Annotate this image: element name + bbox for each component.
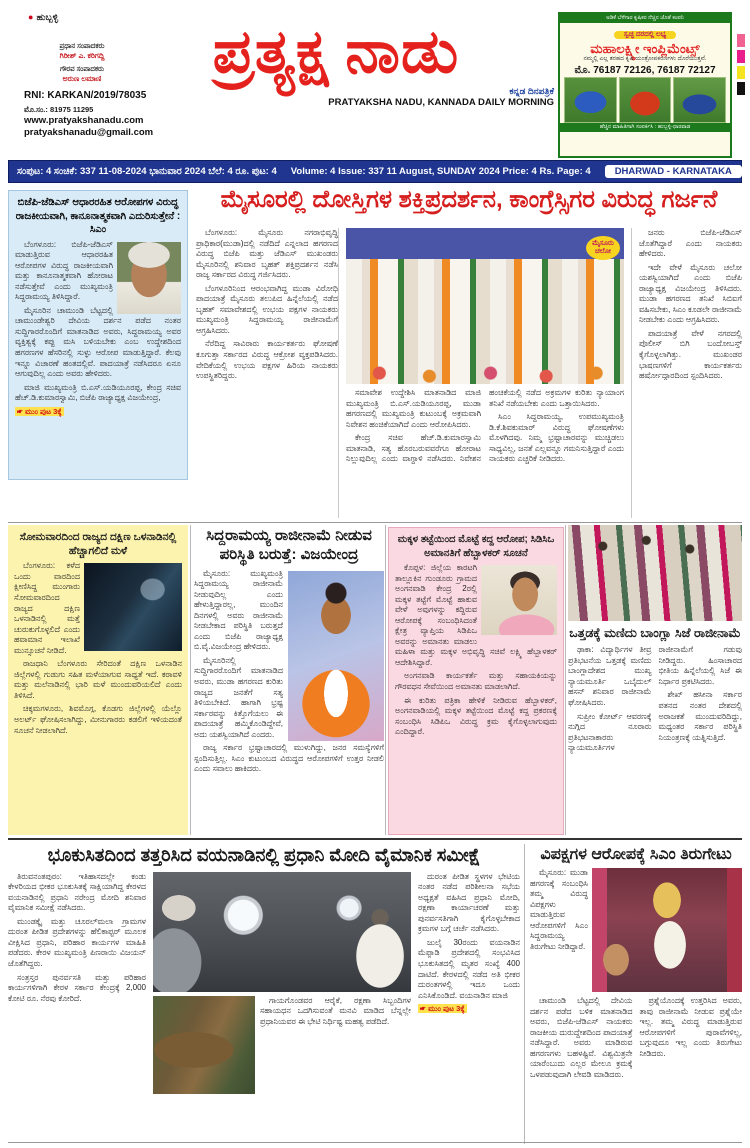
article-headline: ಒತ್ತಡಕ್ಕೆ ಮಣಿದು ಬಾಂಗ್ಲಾ ಸಿಜೆ ರಾಜೀನಾಮೆ	[569, 626, 741, 640]
page-bottom-rule	[8, 1142, 742, 1143]
vijayendra-photo	[288, 571, 384, 741]
lead-headline: ಮೈಸೂರಲ್ಲಿ ದೋಸ್ತಿಗಳ ಶಕ್ತಿಪ್ರದರ್ಶನ, ಕಾಂಗ್ರೆಸ್ಸಿಗರ ವಿರುದ್ಧ ಗರ್ಜನೆ	[220, 186, 718, 213]
color-calibration-bars	[737, 34, 745, 98]
article-body	[15, 240, 181, 418]
paper-subtitle-en: PRATYAKSHA NADU, KANNADA DAILY MORNING	[328, 97, 554, 108]
lead-article-body	[196, 228, 742, 518]
website-link[interactable]: www.pratyakshanadu.com	[24, 115, 144, 126]
column-divider	[385, 525, 386, 835]
ad-title: ಮಹಾಲಕ್ಷ್ಮೀ ಇಂಪ್ಲಿಮೆಂಟ್ಸ್	[590, 40, 700, 56]
lead-column-4: ಜನರು ಬಿಜೆಪಿ-ಜೆಡಿಎಸ್ ಜೊತೆಗಿದ್ದಾರೆ ಎಂದು ನಾಯಕರು ಹೇಳಿದರು. ಇದೇ ವೇಳೆ ಮೈಸೂರು ಚಲೋ ಯಶಸ್ವಿಯಾಗಿದೆ ಎಂದು ಬಿಜೆಪಿ ರಾಜ್ಯಾಧ್ಯಕ್ಷ ವಿಜಯೇಂದ್ರ ತಿಳಿಸಿದರು. ಮುಡಾ ಹಗರಣದ ತನಿಖೆ ಸಿಬಿಐಗೆ ವಹಿಸಬೇಕು, ಸಿಎಂ ಕೂಡಲೇ ರಾಜೀನಾಮೆ ನೀಡಬೇಕು ಎಂದು ಆಗ್ರಹಿಸಿದರು. ಪಾದಯಾತ್ರೆ ವೇಳೆ ನಗರದಲ್ಲಿ ಪೊಲೀಸ್ ಬಿಗಿ ಬಂದೋಬಸ್ತ್ ಕೈಗೊಳ್ಳಲಾಗಿತ್ತು. ಮುಖಂಡರ ಭಾಷಣಗಳಿಗೆ ಕಾರ್ಯಕರ್ತರು ಹರ್ಷೋದ್ಗಾರದಿಂದ ಸ್ಪಂದಿಸಿದರು.	[639, 228, 742, 381]
article-body: ಢಾಕಾ: ವಿದ್ಯಾರ್ಥಿಗಳ ತೀವ್ರ ಪ್ರತಿಭಟನೆಯ ಒತ್ತಡಕ್ಕೆ ಮಣಿದು ಬಾಂಗ್ಲಾದೇಶದ ಮುಖ್ಯ ನ್ಯಾಯಮೂರ್ತಿ ಒಬೈದುಲ್ ಹಸನ್ ಶನಿವಾರ ರಾಜೀನಾಮೆ ಘೋಷಿಸಿದರು. ಸುಪ್ರೀಂ ಕೋರ್ಟ್ ಆವರಣಕ್ಕೆ ನುಗ್ಗಿದ ನೂರಾರು ಪ್ರತಿಭಟನಾಕಾರರು ನ್ಯಾಯಮೂರ್ತಿಗಳ ರಾಜೀನಾಮೆಗೆ ಗಡುವು ನೀಡಿದ್ದರು. ಹಿಂಸಾಚಾರದ ಭೀತಿಯ ಹಿನ್ನೆಲೆಯಲ್ಲಿ ಸಿಜೆ ಈ ನಿರ್ಧಾರ ಪ್ರಕಟಿಸಿದರು. ಶೇಖ್ ಹಸೀನಾ ಸರ್ಕಾರ ಪತನದ ನಂತರ ದೇಶದಲ್ಲಿ ಅರಾಜಕತೆ ಮುಂದುವರಿದಿದ್ದು, ಮಧ್ಯಂತರ ಸರ್ಕಾರ ಪರಿಸ್ಥಿತಿ ನಿಯಂತ್ರಣಕ್ಕೆ ಯತ್ನಿಸುತ್ತಿದೆ.	[568, 645, 742, 753]
lead-middle-columns: ಸಮಾವೇಶ ಉದ್ದೇಶಿಸಿ ಮಾತನಾಡಿದ ಮಾಜಿ ಮುಖ್ಯಮಂತ್ರಿ ಬಿ.ಎಸ್.ಯಡಿಯೂರಪ್ಪ, ಮುಡಾ ಹಗರಣದಲ್ಲಿ ಮುಖ್ಯಮಂತ್ರಿ ಕುಟುಂಬಕ್ಕೆ ಅಕ್ರಮವಾಗಿ ನಿವೇಶನ ಹಂಚಿಕೆಯಾಗಿದೆ ಎಂದು ಆರೋಪಿಸಿದರು. ಕೇಂದ್ರ ಸಚಿವ ಹೆಚ್.ಡಿ.ಕುಮಾರಸ್ವಾಮಿ ಮಾತನಾಡಿ, ಸತ್ಯ ಹೊರಬರುವವರೆಗೂ ಹೋರಾಟ ನಿಲ್ಲುವುದಿಲ್ಲ ಎಂದು ವಾಗ್ದಾಳಿ ನಡೆಸಿದರು. ನಿವೇಶನ ಹಂಚಿಕೆಯಲ್ಲಿ ನಡೆದ ಅಕ್ರಮಗಳ ಕುರಿತು ನ್ಯಾಯಾಂಗ ತನಿಖೆ ನಡೆಯಬೇಕು ಎಂದು ಒತ್ತಾಯಿಸಿದರು. ಸಿಎಂ ಸಿದ್ದರಾಮಯ್ಯ, ಉಪಮುಖ್ಯಮಂತ್ರಿ ಡಿ.ಕೆ.ಶಿವಕುಮಾರ್ ವಿರುದ್ಧ ಘೋಷಣೆಗಳು ಮೊಳಗಿದವು. ನಿಮ್ಮ ಭ್ರಷ್ಟಾಚಾರವನ್ನು ಮುಚ್ಚಿಡಲು ಸಾಧ್ಯವಿಲ್ಲ, ಜನತೆ ಎಲ್ಲವನ್ನೂ ಗಮನಿಸುತ್ತಿದ್ದಾರೆ ಎಂದು ನಾಯಕರು ಎಚ್ಚರಿಕೆ ನೀಡಿದರು.	[346, 388, 624, 464]
staff-role: ಪ್ರಧಾನ ಸಂಪಾದಕರು	[59, 43, 105, 50]
column-divider	[565, 525, 566, 835]
ad-phone: ಮೊ. 76187 72126, 76187 72127	[574, 64, 716, 76]
staff-name: ಗಿರೀಶ್ ಎ. ಕರಿಗದ್ದಿ	[59, 51, 105, 60]
plough-photo	[564, 77, 617, 123]
modi-middle	[153, 872, 411, 1140]
rni-number: RNI: KARKAN/2019/78035	[24, 90, 147, 101]
siddaramaiah-photo	[117, 242, 181, 314]
hebbalkar-photo	[481, 565, 557, 635]
article-cm-counter	[530, 845, 742, 1145]
modi-column-3	[418, 872, 520, 1140]
tiller-photo	[619, 77, 672, 123]
cm-counter-body: ಚಾಮುಂಡಿ ಬೆಟ್ಟದಲ್ಲಿ ದೇವಿಯ ದರ್ಶನ ಪಡೆದ ಬಳಿಕ ಮಾತನಾಡಿದ ಅವರು, ಬಿಜೆಪಿ-ಜೆಡಿಎಸ್ ನಾಯಕರು ರಾಜಕೀಯ ದುರುದ್ದೇಶದಿಂದ ಪಾದಯಾತ್ರೆ ನಡೆಸಿದ್ದಾರೆ. ಅವರು ಮಾಡಿರುವ ಹಗರಣಗಳು ಬಹಳಷ್ಟಿವೆ. ವಿಶ್ವಮಿತ್ರನೇ ಯಾರೆಂಬುದು ಎಲ್ಲರ ಮೇಲೂ ಕ್ರಮಕ್ಕೆ ಒಳಪಡುವುದಾಗಿ ಲೇವಡಿ ಮಾಡಿದರು. ಪ್ರಶ್ನೆಯೊಂದಕ್ಕೆ ಉತ್ತರಿಸಿದ ಅವರು, ತಾವು ರಾಜೀನಾಮೆ ನೀಡುವ ಪ್ರಶ್ನೆಯೇ ಇಲ್ಲ. ತಮ್ಮ ವಿರುದ್ಧ ಮಾಡುತ್ತಿರುವ ಆರೋಪಗಳಿಗೆ ಪುರಾವೆಗಳಿಲ್ಲ, ಬಗ್ಗುವುದೂ ಇಲ್ಲ ಎಂದು ತಿರುಗೇಟು ನೀಡಿದರು.	[530, 996, 742, 1080]
trailer-photo	[673, 77, 726, 123]
ad-ribbon: ಸ್ವಚ್ಛ ದರದಲ್ಲಿ ಲಭ್ಯ	[614, 31, 677, 39]
article-body	[194, 569, 384, 778]
modi-column-1: ತಿರುವನಂತಪುರಂ: ಇತಿಹಾಸದಲ್ಲೇ ಕಂಡು ಕೇಳರಿಯದ ಭೀಕರ ಭೂಕುಸಿತಕ್ಕೆ ಸಾಕ್ಷಿಯಾಗಿದ್ದ ಕೇರಳದ ವಯನಾಡಿನಲ್ಲಿ ಪ್ರಧಾನಿ ನರೇಂದ್ರ ಮೋದಿ ಶನಿವಾರ ವೈಮಾನಿಕ ಸಮೀಕ್ಷೆ ನಡೆಸಿದರು. ಮುಂಡಕ್ಕೈ ಮತ್ತು ಚೂರಲ್‌ಮಲಾ ಗ್ರಾಮಗಳ ದುರಂತ ಪೀಡಿತ ಪ್ರದೇಶಗಳನ್ನು ಹೆಲಿಕಾಪ್ಟರ್ ಮೂಲಕ ವೀಕ್ಷಿಸಿದ ಪ್ರಧಾನಿ, ಪರಿಹಾರ ಕಾರ್ಯಗಳ ಮಾಹಿತಿ ಪಡೆದರು. ಕೇರಳ ಮುಖ್ಯಮಂತ್ರಿ ಪಿಣರಾಯಿ ವಿಜಯನ್ ಜೊತೆಗಿದ್ದರು. ಸಂತ್ರಸ್ತರ ಪುನರ್ವಸತಿ ಮತ್ತು ಪರಿಹಾರ ಕಾರ್ಯಗಳಿಗಾಗಿ ಕೇರಳ ಸರ್ಕಾರ ಕೇಂದ್ರಕ್ಕೆ 2,000 ಕೋಟಿ ರೂ. ನೆರವು ಕೋರಿದೆ.	[8, 871, 146, 1003]
ad-line: ನಮ್ಮಲ್ಲಿ ಎಲ್ಲ ತರಹದ ಕೃಷಿ ಯಂತ್ರೋಪಕರಣಗಳು ದೊರೆಯುತ್ತವೆ.	[583, 56, 707, 63]
advert-mahalakshmi-implements	[558, 12, 732, 158]
temple-event-photo	[592, 868, 742, 992]
paper-title: ಪ್ರತ್ಯಕ್ಷ ನಾಡು	[212, 19, 460, 85]
place-badge: DHARWAD - KARNATAKA	[605, 165, 742, 178]
phone-number: ಮೊ.ಸಂ.: 81975 11295	[24, 105, 94, 114]
article-bangladesh-cj	[568, 525, 742, 837]
modi-middle-text: ಗಾಯಗೊಂಡವರ ಆರೈಕೆ, ರಕ್ಷಣಾ ಸಿಬ್ಬಂದಿಗಳ ಸಹಾಯಧನ ಒದಗಿಸುವಂತೆ ಮನವಿ ಮಾಡಿದ ಬೆನ್ನಲ್ಲೇ ಪ್ರಧಾನಿಯವರ ಈ ಭೇಟಿ ನಿರ್ಧಿಷ್ಟ ಮಹತ್ವ ಪಡೆದಿದೆ.	[260, 995, 411, 1026]
edition-label: ● ಹುಬ್ಬಳ್ಳಿ	[28, 12, 59, 22]
article-headline: ಭೂಕುಸಿತದಿಂದ ತತ್ತರಿಸಿದ ವಯನಾಡಿನಲ್ಲಿ ಪ್ರಧಾನಿ ಮೋದಿ ವೈಮಾನಿಕ ಸಮೀಕ್ಷೆ	[47, 845, 481, 865]
issue-info-kn: ಸಂಪುಟ: 4 ಸಂಚಿಕೆ: 337 11-08-2024 ಭಾನುವಾರ 2024 ಬೆಲೆ: 4 ರೂ. ಪುಟ: 4	[17, 166, 277, 177]
issue-info-en: Volume: 4 Issue: 337 11 August, SUNDAY 2024 Price: 4 Rs. Page: 4	[290, 166, 591, 177]
paper-subtitle-kn: ಕನ್ನಡ ದಿನಪತ್ರಿಕೆ	[509, 86, 554, 96]
protest-photo	[568, 525, 742, 621]
cm-counter-lead: ಮೈಸೂರು: ಮುಡಾ ಹಗರಣಕ್ಕೆ ಸಂಬಂಧಿಸಿ ತಮ್ಮ ವಿರುದ್ಧ ವಿಪಕ್ಷಗಳು ಮಾಡುತ್ತಿರುವ ಆರೋಪಗಳಿಗೆ ಸಿಎಂ ಸಿದ್ದರಾಮಯ್ಯ ತಿರುಗೇಟು ನೀಡಿದ್ದಾರೆ.	[530, 868, 588, 952]
article-vijayendra	[194, 527, 384, 835]
article-body	[14, 561, 182, 739]
continued-marker: ☛ ಮುಂ ಪುಟ 3ಕ್ಕೆ	[17, 406, 62, 416]
staff-name: ಅರುಣ ಲಮಾಣಿ	[62, 74, 102, 83]
ad-product-photos	[560, 77, 730, 123]
article-paragraphs: ಕೊಪ್ಪಳ: ಜಿಲ್ಲೆಯ ಕಾರಟಗಿ ತಾಲ್ಲೂಕಿನ ಗುಂಡೂರು ಗ್ರಾಮದ ಅಂಗನವಾಡಿ ಕೇಂದ್ರ 2ರಲ್ಲಿ ಮಕ್ಕಳ ತಟ್ಟೆಗೆ ಮೊಟ್ಟೆ ಹಾಕುವ ವೇಳೆ ಅವುಗಳನ್ನು ಕದ್ದಿರುವ ಆರೋಪಕ್ಕೆ ಸಂಬಂಧಿಸಿದಂತೆ ಕ್ಷೇತ್ರ ವ್ಯಾಪ್ತಿಯ ಸಿಡಿಪಿಒ ಅವರನ್ನು ಅಮಾನತು ಮಾಡಲು ಮಹಿಳಾ ಮತ್ತು ಮಕ್ಕಳ ಅಭಿವೃದ್ಧಿ ಸಚಿವೆ ಲಕ್ಷ್ಮಿ ಹೆಬ್ಬಾಳಕರ್ ಆದೇಶಿಸಿದ್ದಾರೆ. ಅಂಗನವಾಡಿ ಕಾರ್ಯಕರ್ತೆ ಮತ್ತು ಸಹಾಯಕಿಯನ್ನು ಗೌರವಧನ ಸೇವೆಯಿಂದ ಅಮಾನತು ಮಾಡಲಾಗಿದೆ. ಈ ಕುರಿತು ಪತ್ರಿಕಾ ಹೇಳಿಕೆ ನೀಡಿರುವ ಹೆಬ್ಬಾಳಕರ್, ಅಂಗನವಾಡಿಯಲ್ಲಿ ಮಕ್ಕಳ ತಟ್ಟೆಯಿಂದ ಮೊಟ್ಟೆ ಕದ್ದ ಪ್ರಕರಣಕ್ಕೆ ಸಂಬಂಧಿಸಿ ಸಿಡಿಪಿಒ ವಿರುದ್ಧ ಕ್ರಮ ಕೈಗೊಳ್ಳಲಾಗುವುದು ಎಂದಿದ್ದಾರೆ.	[395, 563, 557, 737]
staff-role: ಗೌರವ ಸಂಪಾದಕರು	[60, 66, 104, 73]
article-body	[395, 563, 557, 741]
article-headline: ಬಿಜೆಪಿ-ಜೆಡಿಎಸ್ ಆಧಾರರಹಿತ ಆರೋಪಗಳ ವಿರುದ್ಧ ರಾಜಕೀಯವಾಗಿ, ಕಾನೂನಾತ್ಮಕವಾಗಿ ಎದುರಿಸುತ್ತೇನೆ : ಸಿಎಂ	[15, 197, 181, 235]
issue-info-bar	[8, 160, 742, 183]
article-egg-theft	[388, 527, 564, 835]
article-headline: ಸೋಮವಾರದಿಂದ ರಾಜ್ಯದ ದಕ್ಷಿಣ ಒಳನಾಡಿನಲ್ಲಿ ಹೆಚ್ಚಾಗಲಿದೆ ಮಳೆ	[19, 531, 177, 558]
article-headline: ಮಕ್ಕಳ ತಟ್ಟೆಯಿಂದ ಮೊಟ್ಟೆ ಕದ್ದ ಆರೋಪ; ಸಿಡಿಸಿಒ ಅಮಾನತಿಗೆ ಹೆಬ್ಬಾಳಕರ್ ಸೂಚನೆ	[397, 534, 555, 559]
article-paragraphs: ಮೈಸೂರು: ಮುಖ್ಯಮಂತ್ರಿ ಸಿದ್ದರಾಮಯ್ಯ ರಾಜೀನಾಮೆ ನೀಡುವುದಿಲ್ಲ ಎಂದು ಹೇಳುತ್ತಿದ್ದಾರಲ್ಲ, ಮುಂದಿನ ದಿನಗಳಲ್ಲಿ ಅವರು ರಾಜೀನಾಮೆ ನೀಡಬೇಕಾದ ಪರಿಸ್ಥಿತಿ ಬರುತ್ತದೆ ಎಂದು ಬಿಜೆಪಿ ರಾಜ್ಯಾಧ್ಯಕ್ಷ ಬಿ.ವೈ.ವಿಜಯೇಂದ್ರ ಹೇಳಿದರು. ಮೈಸೂರಿನಲ್ಲಿ ಸುದ್ದಿಗಾರರೊಂದಿಗೆ ಮಾತನಾಡಿದ ಅವರು, ಮುಡಾ ಹಗರಣದ ಕುರಿತು ರಾಜ್ಯದ ಜನತೆಗೆ ಸತ್ಯ ತಿಳಿಯಬೇಕಿದೆ. ಹಾಗಾಗಿ ಭ್ರಷ್ಟ ಸರ್ಕಾರವನ್ನು ಕಿತ್ತೊಗೆಯಲು ಈ ಪಾದಯಾತ್ರೆ ಹಮ್ಮಿಕೊಂಡಿದ್ದೇವೆ, ಅದು ಯಶಸ್ವಿಯಾಗಿದೆ ಎಂದರು. ರಾಜ್ಯ ಸರ್ಕಾರ ಭ್ರಷ್ಟಾಚಾರದಲ್ಲಿ ಮುಳುಗಿದ್ದು, ಜನರ ಸಮಸ್ಯೆಗಳಿಗೆ ಸ್ಪಂದಿಸುತ್ತಿಲ್ಲ. ಸಿಎಂ ಕುಟುಂಬದ ವಿರುದ್ಧದ ಆರೋಪಗಳಿಗೆ ಉತ್ತರ ನೀಡಲಿ ಎಂದು ಸವಾಲು ಹಾಕಿದರು.	[194, 568, 384, 774]
column-divider	[190, 525, 191, 835]
column-divider	[524, 844, 525, 1144]
landslide-aerial-photo	[153, 996, 255, 1094]
article-paragraphs: ಬೆಂಗಳೂರು: ಕಳೆದ ಒಂದು ವಾರದಿಂದ ಕ್ಷೀಣಿಸಿದ್ದ ಮುಂಗಾರು ಸೋಮವಾರದಿಂದ ರಾಜ್ಯದ ದಕ್ಷಿಣ ಒಳನಾಡಿನಲ್ಲಿ ಮತ್ತೆ ಚುರುಕುಗೊಳ್ಳಲಿದೆ ಎಂದು ಹವಾಮಾನ ಇಲಾಖೆ ಮುನ್ಸೂಚನೆ ನೀಡಿದೆ. ರಾಜಧಾನಿ ಬೆಂಗಳೂರು ಸೇರಿದಂತೆ ದಕ್ಷಿಣ ಒಳನಾಡಿನ ಜಿಲ್ಲೆಗಳಲ್ಲಿ ಗುಡುಗು ಸಹಿತ ಮಳೆಯಾಗುವ ಸಾಧ್ಯತೆ ಇದೆ. ಕರಾವಳಿ ಮತ್ತು ಮಲೆನಾಡಿನಲ್ಲಿ ಭಾರಿ ಮಳೆ ಮುಂದುವರಿಯಲಿದೆ ಎಂದು ತಿಳಿಸಿದೆ. ಚಿಕ್ಕಮಗಳೂರು, ಶಿವಮೊಗ್ಗ, ಕೊಡಗು ಜಿಲ್ಲೆಗಳಲ್ಲಿ ಯೆಲ್ಲೊ ಅಲರ್ಟ್ ಘೋಷಿಸಲಾಗಿದ್ದು, ಮೀನುಗಾರರು ಕಡಲಿಗೆ ಇಳಿಯದಂತೆ ಸೂಚನೆ ನೀಡಲಾಗಿದೆ.	[14, 561, 182, 735]
helicopter-photo	[153, 872, 411, 992]
ad-bottom-strip: ಹೆಚ್ಚಿನ ಮಾಹಿತಿಗಾಗಿ ಸಂಪರ್ಕಿಸಿ : ಹುಬ್ಬಳ್ಳಿ-ಧಾರವಾಡ	[560, 123, 730, 132]
ad-top-strip: ಅಡಿಕೆ ಬೆಳೆಗಾರ ಕೃಷಿಕರ ನೆಚ್ಚಿನ ಜೊತೆ ಕಂಪನಿ	[560, 14, 730, 23]
rally-stage-photo	[346, 228, 624, 384]
edition-dot-icon: ●	[28, 12, 34, 22]
masthead-header	[0, 0, 750, 158]
email-link[interactable]: pratyakshanadu@gmail.com	[24, 127, 154, 139]
article-paragraphs: ಬೆಂಗಳೂರು: ಬಿಜೆಪಿ-ಜೆಡಿಎಸ್ ಮಾಡುತ್ತಿರುವ ಆಧಾರರಹಿತ ಆರೋಪಗಳ ವಿರುದ್ಧ ರಾಜಕೀಯವಾಗಿ ಮತ್ತು ಕಾನೂನಾತ್ಮಕವಾಗಿ ಹೋರಾಟ ನಡೆಸುತ್ತೇವೆ ಎಂದು ಮುಖ್ಯಮಂತ್ರಿ ಸಿದ್ದರಾಮಯ್ಯ ತಿಳಿಸಿದ್ದಾರೆ. ಮೈಸೂರಿನ ಚಾಮುಂಡಿ ಬೆಟ್ಟದಲ್ಲಿ ಚಾಮುಂಡೇಶ್ವರಿ ದೇವಿಯ ದರ್ಶನ ಪಡೆದ ನಂತರ ಸುದ್ದಿಗಾರರೊಂದಿಗೆ ಮಾತನಾಡಿದ ಅವರು, ಸಿದ್ದರಾಮಯ್ಯ ಅವರ ವ್ಯಕ್ತಿತ್ವಕ್ಕೆ ಕಪ್ಪು ಮಸಿ ಬಳಿಯಬೇಕು ಎಂಬ ಉದ್ದೇಶದಿಂದ ಹಗರಣಗಳ ಹೆಸರಿನಲ್ಲಿ ಸುಳ್ಳು ಆರೋಪ ಮಾಡುತ್ತಿದ್ದಾರೆ. ಕೆಲವು ಇನ್ನೂ ವಿಚಾರಣೆ ಹಂತದಲ್ಲಿವೆ. ಪಾದಯಾತ್ರೆ ನಡೆಸಿದರೂ ಏನೂ ಆಗುವುದಿಲ್ಲ ಎಂದು ಅವರು ಹೇಳಿದರು. ಮಾಜಿ ಮುಖ್ಯಮಂತ್ರಿ ಬಿ.ಎಸ್.ಯಡಿಯೂರಪ್ಪ, ಕೇಂದ್ರ ಸಚಿವ ಹೆಚ್.ಡಿ.ಕುಮಾರಸ್ವಾಮಿ, ಬಿಜೆಪಿ ರಾಜ್ಯಾಧ್ಯಕ್ಷ ವಿಜಯೇಂದ್ರ,	[15, 239, 181, 403]
lead-column-1: ಬೆಂಗಳೂರು: ಮೈಸೂರು ನಗರಾಭಿವೃದ್ಧಿ ಪ್ರಾಧಿಕಾರ(ಮುಡಾ)ದಲ್ಲಿ ನಡೆದಿದೆ ಎನ್ನಲಾದ ಹಗರಣದ ವಿರುದ್ಧ ಬಿಜೆಪಿ ಮತ್ತು ಜೆಡಿಎಸ್ ಮುಖಂಡರು ಮೈಸೂರಿನಲ್ಲಿ ಶನಿವಾರ ಬೃಹತ್ ಶಕ್ತಿಪ್ರದರ್ಶನ ನಡೆಸಿ ರಾಜ್ಯ ಸರ್ಕಾರದ ವಿರುದ್ಧ ಗರ್ಜಿಸಿದರು. ಬೆಂಗಳೂರಿನಿಂದ ಆರಂಭವಾಗಿದ್ದ ಮುಡಾ ವಿರೋಧಿ ಪಾದಯಾತ್ರೆ ಮೈಸೂರು ತಲುಪಿದ ಹಿನ್ನೆಲೆಯಲ್ಲಿ ನಡೆದ ಬೃಹತ್ ಸಮಾವೇಶದಲ್ಲಿ ಉಭಯ ಪಕ್ಷಗಳ ನಾಯಕರು ಮುಖ್ಯಮಂತ್ರಿ ಸಿದ್ದರಾಮಯ್ಯ ರಾಜೀನಾಮೆಗೆ ಆಗ್ರಹಿಸಿದರು. ನೆರೆದಿದ್ದ ಸಾವಿರಾರು ಕಾರ್ಯಕರ್ತರು ಘೋಷಣೆ ಕೂಗುತ್ತಾ ಸರ್ಕಾರದ ವಿರುದ್ಧ ಆಕ್ರೋಶ ವ್ಯಕ್ತಪಡಿಸಿದರು. ವೇದಿಕೆಯಲ್ಲಿ ಉಭಯ ಪಕ್ಷಗಳ ಹಿರಿಯ ನಾಯಕರು ಉಪಸ್ಥಿತರಿದ್ದರು.	[196, 228, 338, 381]
bottom-section	[8, 838, 742, 1148]
article-modi-wayanad	[8, 845, 520, 1145]
middle-section	[8, 522, 742, 837]
masthead	[118, 19, 554, 108]
lead-middle	[338, 228, 632, 518]
continued-marker: ☛ ಮುಂ ಪುಟ 3ಕ್ಕೆ	[420, 1004, 465, 1014]
article-cm-statement	[8, 190, 188, 480]
article-headline: ಸಿದ್ದರಾಮಯ್ಯ ರಾಜೀನಾಮೆ ನೀಡುವ ಪರಿಸ್ಥಿತಿ ಬರುತ್ತೆ: ವಿಜಯೇಂದ್ರ	[206, 527, 372, 563]
rain-photo	[84, 563, 182, 651]
lead-section	[8, 186, 742, 520]
article-paragraphs: ದುರಂತ ಪೀಡಿತ ಸ್ಥಳಗಳ ಭೇಟಿಯ ನಂತರ ನಡೆದ ಪರಿಶೀಲನಾ ಸಭೆಯ ಅಧ್ಯಕ್ಷತೆ ವಹಿಸಿದ ಪ್ರಧಾನಿ ಮೋದಿ, ರಕ್ಷಣಾ ಕಾರ್ಯಾಚರಣೆ ಮತ್ತು ಪುನರ್ವಸತಿಗಾಗಿ ಕೈಗೊಳ್ಳಬೇಕಾದ ಕ್ರಮಗಳ ಬಗ್ಗೆ ಚರ್ಚೆ ನಡೆಸಿದರು. ಜುಲೈ 30ರಂದು ವಯನಾಡಿನ ಮೆಪ್ಪಾಡಿ ಪ್ರದೇಶದಲ್ಲಿ ಸಂಭವಿಸಿದ ಭೂಕುಸಿತದಲ್ಲಿ ಮೃತರ ಸಂಖ್ಯೆ 400 ದಾಟಿದೆ. ಕೇರಳದಲ್ಲಿ ನಡೆದ ಅತಿ ಭೀಕರ ದುರಂತಗಳಲ್ಲಿ ಇದೂ ಒಂದು ಎನಿಸಿಕೊಂಡಿದೆ. ವಯನಾಡಿನ ಮಾಜಿ	[418, 871, 520, 1000]
article-weather	[8, 525, 188, 835]
mysuru-chalo-badge: ಮೈಸೂರು ಚಲೋ	[586, 236, 620, 260]
article-headline: ವಿಪಕ್ಷಗಳ ಆರೋಪಕ್ಕೆ ಸಿಎಂ ತಿರುಗೇಟು	[540, 846, 732, 863]
